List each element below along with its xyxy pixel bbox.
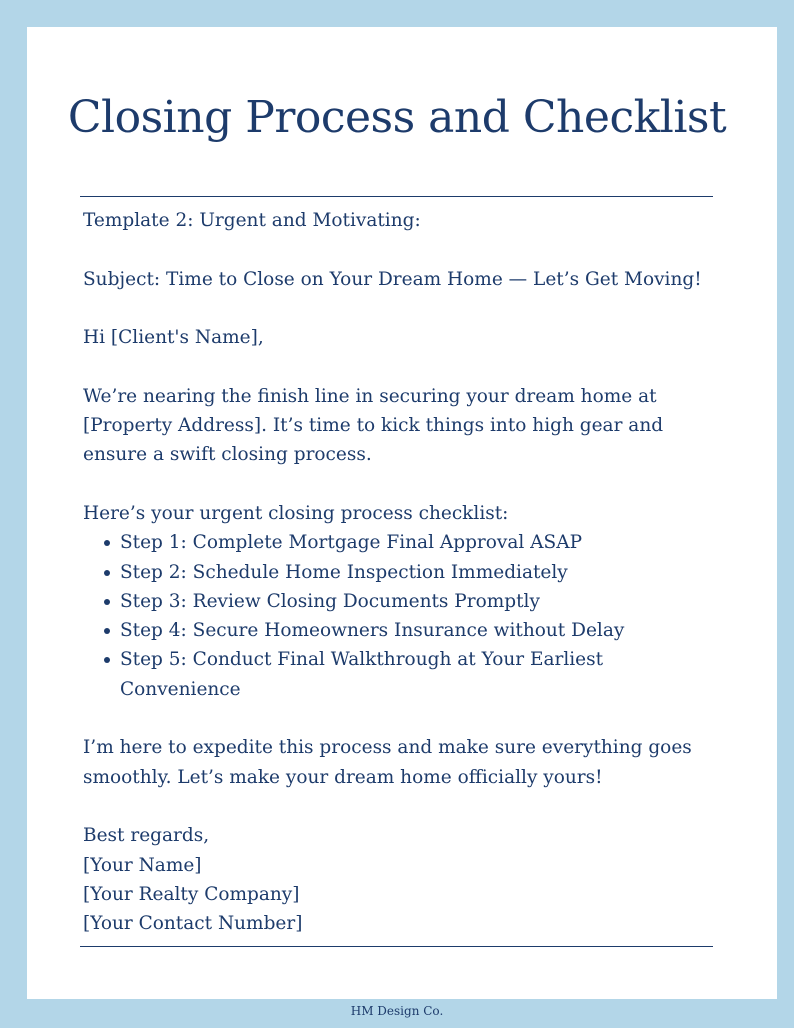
signature-company: [Your Realty Company] [83,883,300,905]
bottom-divider [80,946,713,947]
signature-contact: [Your Contact Number] [83,913,303,935]
template-heading: Template 2: Urgent and Motivating: [83,210,421,231]
intro-paragraph: We’re nearing the finish line in securing your dream home at [Property Address]. It’s time to kick things into high gear and ensure a swift closing process. [83,385,664,466]
top-divider [80,196,713,197]
greeting: Hi [Client's Name], [83,327,264,349]
checklist-item: Step 2: Schedule Home Inspection Immediately [120,558,723,587]
footer-brand: HM Design Co. [350,1004,444,1018]
checklist-item: Step 1: Complete Mortgage Final Approval ASAP [120,528,723,557]
checklist-item: Step 3: Review Closing Documents Promptly [120,587,723,616]
letter-body [83,206,723,938]
closing-paragraph: I’m here to expedite this process and make sure everything goes smoothly. Let’s make your dream home officially yours! [83,737,692,788]
signature-name: [Your Name] [83,854,202,876]
page-title: Closing Process and Checklist [67,92,727,143]
checklist-item: Step 4: Secure Homeowners Insurance without Delay [120,616,723,645]
email-subject: Subject: Time to Close on Your Dream Home — Let’s Get Moving! [83,268,702,290]
checklist-item: Step 5: Conduct Final Walkthrough at Your Earliest Convenience [120,645,723,704]
checklist-intro: Here’s your urgent closing process checklist: [83,502,509,524]
closing-checklist [83,528,723,704]
signoff: Best regards, [83,825,210,847]
